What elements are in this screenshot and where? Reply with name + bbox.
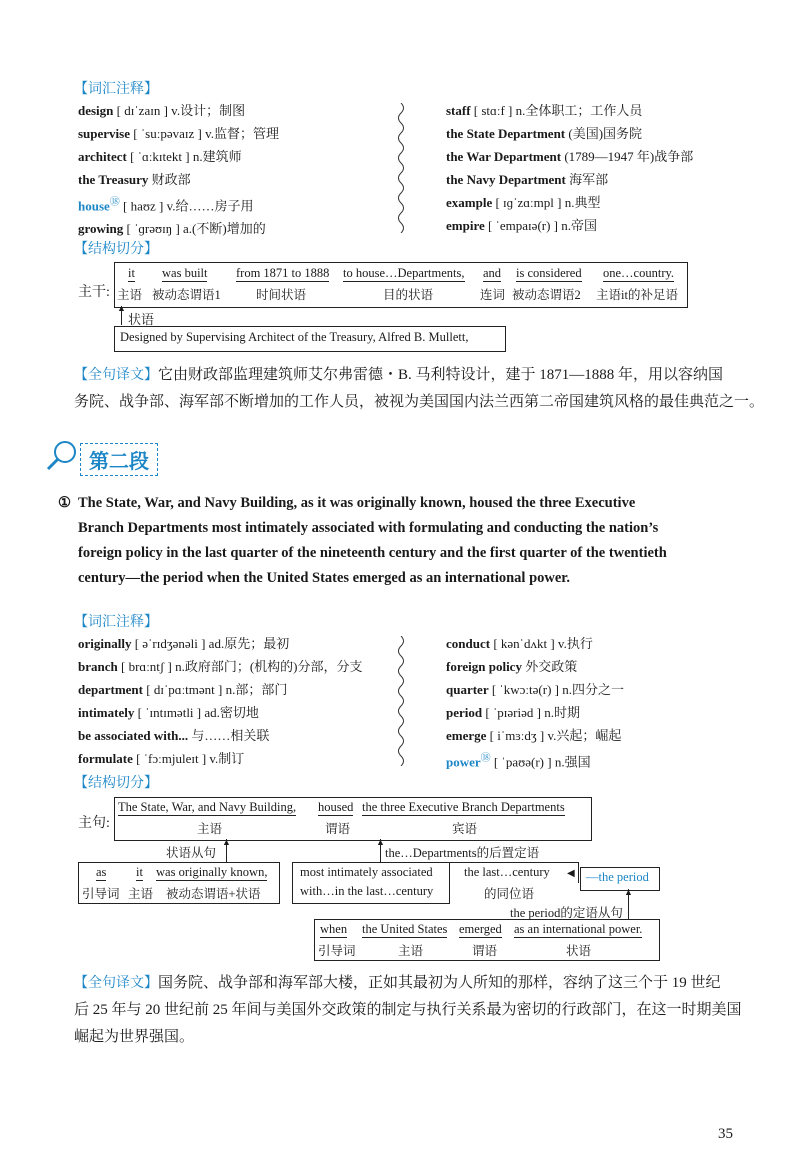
- vocab-word: power: [446, 754, 481, 770]
- when-clause-part-en: when: [320, 922, 348, 936]
- as-clause-part-en: was originally known,: [156, 865, 268, 879]
- vocab-word: formulate: [78, 751, 133, 766]
- main-part-en: from 1871 to 1888: [236, 266, 330, 280]
- vocab-definition: [ ˈkwɔːtə(r) ] n.四分之一: [488, 682, 624, 697]
- sentence-line-2: Branch Departments most intimately associated with formulating and conducting the nation’s: [78, 520, 659, 536]
- vocab-word: originally: [78, 636, 132, 651]
- vocab-definition: 外交政策: [521, 659, 578, 674]
- vocab-list-left-1: [78, 99, 279, 240]
- vocab-word: foreign policy: [446, 659, 522, 674]
- vocab-definition: [ ˈpaʊə(r) ] n.强国: [490, 754, 591, 770]
- main-sentence-part-en: housed: [318, 800, 354, 814]
- vocab-2-right-row: [446, 632, 624, 655]
- vocab-1-right-row: [446, 191, 693, 214]
- vocab-word: the Treasury: [78, 172, 149, 187]
- vocab-definition: [ ˈɑːkɪtekt ] n.建筑师: [126, 149, 242, 164]
- arrow-up-icon: ▲: [376, 837, 385, 847]
- page-number: 35: [718, 1126, 733, 1142]
- arrow-up-icon: ▲: [222, 837, 231, 847]
- vocab-1-left-row: [78, 168, 279, 191]
- translation-heading-2: 【全句译文】: [74, 975, 158, 991]
- when-clause-part-en: emerged: [459, 922, 502, 936]
- vocab-word: house: [78, 198, 110, 214]
- vocab-definition: [ stɑːf ] n.全体职工；工作人员: [470, 103, 643, 118]
- vocab-definition: [ dɪˈzaɪn ] v.设计；制图: [113, 103, 246, 118]
- vocab-definition: [ kənˈdʌkt ] v.执行: [490, 636, 593, 651]
- as-clause-part-zh: 被动态谓语+状语: [166, 887, 261, 901]
- vocab-word: growing: [78, 221, 124, 237]
- translation-1-text-1: 它由财政部监理建筑师艾尔弗雷德・B. 马利特设计，建于 1871—1888 年，用以容纳国: [158, 367, 724, 383]
- as-clause-part-zh: 引导词: [82, 887, 120, 901]
- vocab-definition: [ ˈempaɪə(r) ] n.帝国: [484, 218, 598, 233]
- vocab-heading-2: 【词汇注释】: [74, 614, 158, 630]
- main-part-zh: 被动态谓语2: [512, 288, 581, 302]
- vocab-list-left-2: [78, 632, 362, 770]
- main-part-en: it: [128, 266, 135, 280]
- vocab-word: be associated with...: [78, 728, 189, 743]
- vocab-definition: 与……相关联: [188, 728, 270, 743]
- vocab-1-left-row: [78, 122, 279, 145]
- vocab-1-left-row: [78, 191, 279, 217]
- vocab-2-right-row: [446, 701, 624, 724]
- as-clause-part-en: as: [96, 865, 107, 879]
- vocab-definition: 海军部: [565, 172, 609, 187]
- vocab-word: the War Department: [446, 149, 562, 164]
- appositive-label: 的同位语: [484, 887, 535, 901]
- vocab-list-right-2: [446, 632, 624, 773]
- vocab-word: emerge: [446, 728, 487, 743]
- vocab-word: the State Department: [446, 126, 566, 141]
- as-clause-part-zh: 主语: [128, 887, 154, 901]
- vocab-2-right-row: [446, 678, 624, 701]
- sentence-line-1: The State, War, and Navy Building, as it was originally known, housed the three Executive: [78, 495, 636, 511]
- main-part-zh: 主语: [117, 288, 143, 302]
- vocab-definition: [ ˈfɔːmjuleɪt ] v.制订: [132, 751, 245, 766]
- vocab-1-right-row: [446, 168, 693, 191]
- most-intimately-line-1: most intimately associated: [300, 865, 433, 879]
- translation-2-line-1: [74, 970, 721, 997]
- main-sentence-part-zh: 宾语: [452, 822, 478, 836]
- vocab-2-left-row: [78, 701, 362, 724]
- attr-clause-label: the period的定语从句: [510, 906, 623, 920]
- vocab-word: supervise: [78, 126, 130, 141]
- translation-heading-1: 【全句译文】: [74, 367, 158, 383]
- high-frequency-mark: ⑱: [480, 753, 491, 764]
- section-title: 第二段: [80, 443, 158, 476]
- vocab-1-right-row: [446, 214, 693, 237]
- vocab-definition: [ brɑːntʃ ] n.政府部门；(机构的)分部，分支: [117, 659, 363, 674]
- adv-clause-label: 状语从句: [166, 846, 217, 860]
- wavy-divider-2: [395, 636, 407, 766]
- sentence-number: ①: [58, 495, 71, 511]
- vocab-1-right-row: [446, 145, 693, 168]
- when-clause-part-zh: 谓语: [472, 944, 498, 958]
- main-part-en: to house…Departments,: [343, 266, 465, 280]
- translation-2-line-2: 后 25 年与 20 世纪前 25 年间与美国外交政策的制定与执行关系最为密切的行政部门，在这一时期美国: [74, 1002, 742, 1018]
- main-part-zh: 被动态谓语1: [152, 288, 221, 302]
- vocab-word: architect: [78, 149, 127, 164]
- translation-2-text-1: 国务院、战争部和海军部大楼，正如其最初为人所知的那样，容纳了这三个于 19 世纪: [158, 975, 721, 991]
- translation-1-line-2: 务院、战争部、海军部不断增加的工作人员，被视为美国国内法兰西第二帝国建筑风格的最佳典范之一。: [74, 394, 765, 410]
- vocab-definition: [ ˈsuːpəvaɪz ] v.监督；管理: [130, 126, 279, 141]
- vocab-definition: [ dɪˈpɑːtmənt ] n.部；部门: [143, 682, 288, 697]
- main-part-zh: 连词: [480, 288, 506, 302]
- vocab-2-left-row: [78, 655, 362, 678]
- vocab-1-right-row: [446, 122, 693, 145]
- vocab-definition: 财政部: [148, 172, 191, 187]
- when-clause-part-en: the United States: [362, 922, 448, 936]
- vocab-heading-1: 【词汇注释】: [74, 81, 158, 97]
- translation-1-line-1: [74, 362, 723, 389]
- main-clause-label: 主干:: [78, 285, 110, 300]
- main-part-zh: 时间状语: [256, 288, 307, 302]
- vocab-2-right-row: [446, 724, 624, 747]
- vocab-2-left-row: [78, 747, 362, 770]
- vocab-definition: [ ˈɪntɪmətli ] ad.密切地: [134, 705, 259, 720]
- the-period-text: —the period: [586, 870, 649, 884]
- vocab-word: period: [446, 705, 483, 720]
- vocab-definition: [ əˈrɪdʒənəli ] ad.原先；最初: [131, 636, 290, 651]
- main-part-en: one…country.: [603, 266, 675, 280]
- vocab-1-left-row: [78, 145, 279, 168]
- vocab-definition: [ iˈmɜːdʒ ] v.兴起；崛起: [486, 728, 622, 743]
- when-clause-part-zh: 主语: [398, 944, 424, 958]
- vocab-list-right-1: [446, 99, 693, 237]
- vocab-word: department: [78, 682, 143, 697]
- magnifier-icon: [44, 438, 80, 474]
- vocab-1-left-row: [78, 217, 279, 240]
- vocab-word: staff: [446, 103, 471, 118]
- designed-phrase: Designed by Supervising Architect of the Treasury, Alfred B. Mullett,: [120, 330, 469, 344]
- when-clause-part-zh: 状语: [566, 944, 592, 958]
- high-frequency-mark: ⑱: [109, 197, 120, 208]
- vocab-1-right-row: [446, 99, 693, 122]
- vocab-word: empire: [446, 218, 485, 233]
- vocab-word: conduct: [446, 636, 491, 651]
- most-intimately-line-2: with…in the last…century: [300, 884, 434, 898]
- as-clause-part-en: it: [136, 865, 143, 879]
- translation-2-line-3: 崛起为世界强国。: [74, 1029, 195, 1045]
- arrow-up-icon: ▲: [117, 303, 126, 313]
- main-part-zh: 主语it的补足语: [596, 288, 678, 302]
- postpos-label: the…Departments的后置定语: [385, 846, 540, 860]
- vocab-word: quarter: [446, 682, 489, 697]
- main-sentence-part-en: The State, War, and Navy Building,: [118, 800, 297, 814]
- wavy-divider-1: [395, 103, 407, 233]
- main-part-en: is considered: [516, 266, 582, 280]
- vocab-definition: [ ˈɡrəʊɪŋ ] a.(不断)增加的: [123, 221, 266, 237]
- vocab-definition: [ ˈpɪəriəd ] n.时期: [482, 705, 580, 720]
- vocab-2-left-row: [78, 724, 362, 747]
- vocab-word: branch: [78, 659, 118, 674]
- vocab-word: design: [78, 103, 114, 118]
- struct-heading-2: 【结构切分】: [74, 775, 158, 791]
- struct-heading-1: 【结构切分】: [74, 241, 158, 257]
- main-part-en: was built: [162, 266, 208, 280]
- vocab-word: intimately: [78, 705, 135, 720]
- arrow-left-icon: ◀: [567, 868, 575, 879]
- last-century-text: the last…century: [464, 865, 550, 879]
- main-sentence-part-zh: 谓语: [325, 822, 351, 836]
- main-sentence-part-en: the three Executive Branch Departments: [362, 800, 565, 814]
- when-clause-part-en: as an international power.: [514, 922, 643, 936]
- vocab-1-left-row: [78, 99, 279, 122]
- arrow-up-icon: ▲: [624, 887, 633, 897]
- main-part-zh: 目的状语: [383, 288, 434, 302]
- main-sentence-label: 主句:: [78, 816, 110, 831]
- vocab-2-left-row: [78, 678, 362, 701]
- vocab-word: example: [446, 195, 493, 210]
- vocab-definition: [ haʊz ] v.给……房子用: [119, 198, 254, 214]
- vocab-word: the Navy Department: [446, 172, 566, 187]
- when-clause-part-zh: 引导词: [318, 944, 356, 958]
- sentence-line-3: foreign policy in the last quarter of the nineteenth century and the first quarter of the twentieth: [78, 545, 667, 561]
- vocab-2-left-row: [78, 632, 362, 655]
- main-part-en: and: [483, 266, 502, 280]
- vocab-2-right-row: [446, 655, 624, 678]
- sentence-line-4: century—the period when the United States emerged as an international power.: [78, 570, 571, 586]
- adverbial-label: 状语: [128, 312, 155, 327]
- vocab-definition: (美国)国务院: [565, 126, 643, 141]
- vocab-definition: (1789—1947 年)战争部: [561, 149, 694, 164]
- main-sentence-part-zh: 主语: [197, 822, 223, 836]
- vocab-2-right-row: [446, 747, 624, 773]
- vocab-definition: [ ɪɡˈzɑːmpl ] n.典型: [492, 195, 601, 210]
